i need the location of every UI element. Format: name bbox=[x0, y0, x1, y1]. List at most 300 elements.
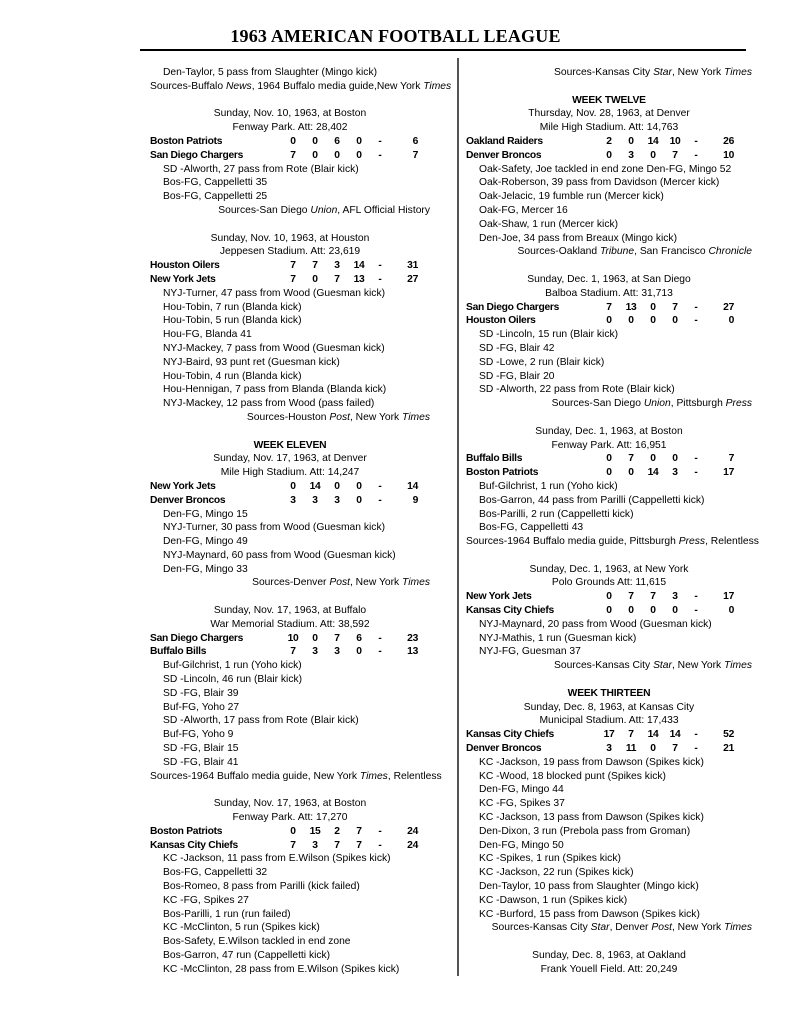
sources-line bbox=[466, 245, 752, 259]
scoring-play: Bos-Parilli, 1 run (run failed) bbox=[163, 908, 291, 920]
quarter-score: 0 bbox=[606, 605, 612, 617]
sources-text: Sources-1964 Buffalo media guide, New York bbox=[150, 770, 360, 782]
scoring-play: Den-FG, Mingo 50 bbox=[479, 839, 564, 851]
scoring-play: Den-FG, Mingo 33 bbox=[163, 563, 248, 575]
final-score: 31 bbox=[407, 260, 418, 272]
final-score: 52 bbox=[723, 729, 734, 741]
quarter-score: 3 bbox=[334, 646, 340, 658]
scoring-play: Bos-Garron, 47 run (Cappelletti kick) bbox=[163, 950, 331, 961]
team-name: Buffalo Bills bbox=[150, 646, 207, 658]
team-name: San Diego Chargers bbox=[150, 149, 244, 161]
game-info: Sunday, Dec. 1, 1963, at San Diego bbox=[527, 273, 691, 285]
publication-name: Times bbox=[724, 922, 752, 934]
scoring-play: KC -Spikes, 1 run (Spikes kick) bbox=[479, 853, 621, 865]
quarter-score: 14 bbox=[647, 467, 659, 479]
publication-name: News bbox=[225, 80, 252, 92]
quarter-score: 0 bbox=[606, 453, 612, 465]
quarter-score: 14 bbox=[647, 135, 659, 147]
sources-text: , Denver bbox=[609, 922, 652, 934]
game-info: Fenway Park. Att: 16,951 bbox=[551, 439, 667, 451]
score-dash: - bbox=[378, 839, 382, 851]
quarter-score: 7 bbox=[334, 273, 340, 285]
scoring-play: Den-FG, Mingo 44 bbox=[479, 784, 564, 796]
scoring-play: SD -FG, Blair 15 bbox=[163, 743, 239, 755]
quarter-score: 0 bbox=[312, 632, 318, 644]
quarter-score: 0 bbox=[606, 149, 612, 161]
quarter-score: 0 bbox=[312, 149, 318, 161]
scoring-play: Oak-Safety, Joe tackled in end zone Den-FG, Mingo 52 bbox=[479, 163, 732, 175]
game-info: Sunday, Nov. 10, 1963, at Boston bbox=[213, 108, 367, 120]
final-score: 0 bbox=[728, 605, 734, 617]
final-score: 14 bbox=[407, 480, 418, 492]
quarter-score: 0 bbox=[628, 315, 634, 327]
quarter-score: 6 bbox=[334, 135, 340, 147]
scoring-play: Buf-FG, Yoho 27 bbox=[163, 701, 240, 713]
scoring-play: Hou-Hennigan, 7 pass from Blanda (Blanda kick) bbox=[163, 384, 387, 396]
quarter-score: 3 bbox=[312, 646, 318, 658]
spacer bbox=[466, 411, 752, 425]
game-info: Sunday, Dec. 8, 1963, at Oakland bbox=[532, 950, 686, 961]
scoring-play: Den-Taylor, 5 pass from Slaughter (Mingo kick) bbox=[163, 67, 378, 78]
scoring-play: NYJ-Turner, 47 pass from Wood (Guesman kick) bbox=[163, 287, 386, 299]
quarter-score: 0 bbox=[606, 591, 612, 603]
publication-name: Star bbox=[653, 660, 672, 672]
score-row bbox=[466, 314, 752, 328]
game-info: Fenway Park. Att: 28,402 bbox=[232, 122, 348, 134]
team-name: Houston Oilers bbox=[466, 315, 536, 327]
quarter-score: 0 bbox=[290, 135, 296, 147]
quarter-score: 11 bbox=[625, 743, 637, 755]
scoring-play: Buf-Gilchrist, 1 run (Yoho kick) bbox=[479, 480, 618, 492]
team-name: New York Jets bbox=[150, 480, 216, 492]
sources-text: , New York bbox=[349, 411, 403, 423]
sources-line bbox=[150, 80, 452, 94]
scoring-play: NYJ-Baird, 93 punt ret (Guesman kick) bbox=[163, 356, 340, 368]
quarter-score: 0 bbox=[356, 149, 362, 161]
quarter-score: 7 bbox=[628, 591, 634, 603]
publication-name: Times bbox=[402, 577, 430, 589]
game-info: Frank Youell Field. Att: 20,249 bbox=[540, 963, 678, 975]
score-row bbox=[466, 301, 752, 315]
score-dash: - bbox=[694, 605, 698, 617]
quarter-score: 0 bbox=[606, 467, 612, 479]
quarter-score: 3 bbox=[606, 743, 612, 755]
scoring-play: SD -FG, Blair 42 bbox=[479, 342, 555, 354]
scoring-play: SD -Lincoln, 15 run (Blair kick) bbox=[479, 329, 619, 341]
sources-text: Sources-Houston bbox=[246, 411, 330, 423]
scoring-play: Oak-Jelacic, 19 fumble run (Mercer kick) bbox=[479, 191, 664, 203]
game-info: Thursday, Nov. 28, 1963, at Denver bbox=[528, 108, 690, 120]
spacer bbox=[150, 425, 430, 439]
quarter-score: 7 bbox=[672, 743, 678, 755]
quarter-score: 0 bbox=[650, 301, 656, 313]
scoring-play: SD -FG, Blair 41 bbox=[163, 756, 239, 768]
quarter-score: 0 bbox=[356, 646, 362, 658]
quarter-score: 0 bbox=[628, 467, 634, 479]
sources-text: , San Francisco bbox=[634, 246, 709, 258]
scoring-play: Buf-Gilchrist, 1 run (Yoho kick) bbox=[163, 660, 302, 672]
score-row bbox=[150, 632, 430, 646]
spacer bbox=[466, 935, 752, 949]
quarter-score: 17 bbox=[603, 729, 615, 741]
quarter-score: 0 bbox=[356, 494, 362, 506]
scoring-play: Hou-Tobin, 4 run (Blanda kick) bbox=[163, 370, 302, 382]
quarter-score: 7 bbox=[356, 839, 362, 851]
game-info: Sunday, Nov. 17, 1963, at Denver bbox=[213, 453, 367, 465]
spacer bbox=[150, 94, 430, 108]
game-info: War Memorial Stadium. Att: 38,592 bbox=[210, 618, 370, 630]
scoring-play: KC -Wood, 18 blocked punt (Spikes kick) bbox=[479, 770, 666, 782]
score-row bbox=[150, 135, 430, 149]
score-dash: - bbox=[378, 135, 382, 147]
sources-text: , New York bbox=[349, 577, 403, 589]
score-dash: - bbox=[694, 467, 698, 479]
scoring-play: Den-FG, Mingo 49 bbox=[163, 536, 248, 548]
score-row bbox=[150, 839, 430, 853]
quarter-score: 0 bbox=[672, 453, 678, 465]
team-name: Buffalo Bills bbox=[466, 453, 523, 465]
sources-text: Sources-Buffalo bbox=[150, 80, 226, 92]
team-name: New York Jets bbox=[150, 273, 216, 285]
sources-text: Sources-Kansas City bbox=[491, 922, 591, 934]
game-info: Balboa Stadium. Att: 31,713 bbox=[545, 287, 673, 299]
quarter-score: 0 bbox=[334, 149, 340, 161]
publication-name: Star bbox=[653, 67, 672, 78]
score-dash: - bbox=[694, 135, 698, 147]
quarter-score: 3 bbox=[334, 494, 340, 506]
quarter-score: 3 bbox=[290, 494, 296, 506]
quarter-score: 0 bbox=[628, 605, 634, 617]
publication-name: Times bbox=[359, 770, 388, 782]
publication-name: Union bbox=[643, 398, 671, 410]
scoring-play: Oak-Roberson, 39 pass from Davidson (Mercer kick) bbox=[479, 177, 720, 189]
scoring-play: Bos-Parilli, 2 run (Cappelletti kick) bbox=[479, 508, 634, 520]
scoring-play: Den-Dixon, 3 run (Prebola pass from Groman) bbox=[479, 825, 691, 837]
sources-line bbox=[466, 535, 759, 549]
quarter-score: 7 bbox=[290, 260, 296, 272]
spacer bbox=[150, 218, 430, 232]
team-name: Kansas City Chiefs bbox=[466, 729, 554, 741]
quarter-score: 7 bbox=[356, 825, 362, 837]
scoring-play: Hou-Tobin, 5 run (Blanda kick) bbox=[163, 315, 302, 327]
sources-line bbox=[150, 576, 430, 590]
scoring-play: NYJ-Maynard, 60 pass from Wood (Guesman kick) bbox=[163, 549, 396, 561]
quarter-score: 7 bbox=[628, 729, 634, 741]
game-info: Sunday, Dec. 1, 1963, at Boston bbox=[535, 425, 683, 437]
quarter-score: 7 bbox=[290, 273, 296, 285]
score-dash: - bbox=[694, 149, 698, 161]
sources-text: Sources-Kansas City bbox=[554, 660, 654, 672]
score-dash: - bbox=[378, 480, 382, 492]
final-score: 26 bbox=[723, 135, 734, 147]
quarter-score: 7 bbox=[672, 301, 678, 313]
scoring-play: KC -McClinton, 28 pass from E.Wilson (Spikes kick) bbox=[163, 963, 400, 975]
team-name: Kansas City Chiefs bbox=[466, 605, 554, 617]
quarter-score: 14 bbox=[669, 729, 681, 741]
team-name: Boston Patriots bbox=[466, 467, 539, 479]
sources-text: , New York bbox=[671, 922, 725, 934]
spacer bbox=[466, 259, 752, 273]
scoring-play: SD -Lincoln, 46 run (Blair kick) bbox=[163, 674, 303, 686]
sources-text: , Relentless bbox=[387, 770, 442, 782]
quarter-score: 0 bbox=[312, 273, 318, 285]
quarter-score: 3 bbox=[672, 467, 678, 479]
team-name: Denver Broncos bbox=[150, 494, 226, 506]
sources-line bbox=[466, 397, 752, 411]
publication-name: Times bbox=[724, 67, 752, 78]
quarter-score: 15 bbox=[309, 825, 321, 837]
scoring-play: SD -FG, Blair 39 bbox=[163, 687, 239, 699]
quarter-score: 7 bbox=[334, 632, 340, 644]
final-score: 13 bbox=[407, 646, 418, 658]
quarter-score: 7 bbox=[628, 453, 634, 465]
sources-line bbox=[466, 659, 752, 673]
scoring-play: NYJ-Maynard, 20 pass from Wood (Guesman kick) bbox=[479, 618, 712, 630]
scoring-play: SD -Lowe, 2 run (Blair kick) bbox=[479, 356, 605, 368]
score-row bbox=[150, 825, 430, 839]
quarter-score: 0 bbox=[290, 825, 296, 837]
quarter-score: 7 bbox=[334, 839, 340, 851]
quarter-score: 0 bbox=[628, 135, 634, 147]
quarter-score: 7 bbox=[312, 260, 318, 272]
scoring-play: KC -Jackson, 19 pass from Dawson (Spikes kick) bbox=[479, 756, 704, 768]
sources-text: Sources-Oakland bbox=[517, 246, 600, 258]
game-info: Sunday, Dec. 1, 1963, at New York bbox=[529, 563, 689, 575]
score-row bbox=[466, 742, 752, 756]
score-dash: - bbox=[378, 494, 382, 506]
scoring-play: Bos-FG, Cappelletti 35 bbox=[163, 177, 268, 189]
sources-text: , Relentless bbox=[705, 536, 759, 548]
spacer bbox=[150, 783, 430, 797]
quarter-score: 0 bbox=[356, 135, 362, 147]
final-score: 24 bbox=[407, 825, 418, 837]
team-name: Kansas City Chiefs bbox=[150, 839, 238, 851]
scoring-play: Bos-Garron, 44 pass from Parilli (Cappelletti kick) bbox=[479, 494, 705, 506]
left-column bbox=[150, 66, 452, 977]
game-info: Sunday, Nov. 17, 1963, at Boston bbox=[213, 798, 367, 810]
sources-line bbox=[150, 204, 430, 218]
spacer bbox=[466, 673, 752, 687]
quarter-score: 0 bbox=[290, 480, 296, 492]
quarter-score: 10 bbox=[287, 632, 299, 644]
sources-text: , New York bbox=[671, 660, 725, 672]
quarter-score: 2 bbox=[606, 135, 612, 147]
scoring-play: Oak-Shaw, 1 run (Mercer kick) bbox=[479, 218, 619, 230]
sources-line bbox=[466, 921, 752, 935]
score-dash: - bbox=[694, 315, 698, 327]
scoring-play: KC -Burford, 15 pass from Dawson (Spikes kick) bbox=[479, 908, 700, 920]
column-divider bbox=[457, 58, 459, 976]
quarter-score: 3 bbox=[672, 591, 678, 603]
sources-line bbox=[150, 770, 442, 784]
quarter-score: 0 bbox=[672, 605, 678, 617]
scoring-play: KC -Jackson, 22 run (Spikes kick) bbox=[479, 867, 634, 879]
scoring-play: Bos-FG, Cappelletti 32 bbox=[163, 867, 268, 879]
scoring-play: Buf-FG, Yoho 9 bbox=[163, 729, 234, 741]
score-dash: - bbox=[378, 260, 382, 272]
final-score: 17 bbox=[723, 591, 734, 603]
spacer bbox=[466, 80, 752, 94]
publication-name: Post bbox=[329, 411, 350, 423]
quarter-score: 0 bbox=[356, 480, 362, 492]
final-score: 0 bbox=[728, 315, 734, 327]
score-dash: - bbox=[378, 149, 382, 161]
score-dash: - bbox=[378, 646, 382, 658]
quarter-score: 7 bbox=[672, 149, 678, 161]
scoring-play: KC -FG, Spikes 27 bbox=[163, 894, 249, 906]
score-dash: - bbox=[378, 273, 382, 285]
score-dash: - bbox=[378, 632, 382, 644]
team-name: Boston Patriots bbox=[150, 135, 223, 147]
scoring-play: Den-FG, Mingo 15 bbox=[163, 508, 248, 520]
team-name: San Diego Chargers bbox=[466, 301, 560, 313]
final-score: 27 bbox=[723, 301, 734, 313]
publication-name: Post bbox=[651, 922, 672, 934]
team-name: Oakland Raiders bbox=[466, 135, 543, 147]
final-score: 9 bbox=[412, 494, 418, 506]
publication-name: Post bbox=[329, 577, 350, 589]
final-score: 17 bbox=[723, 467, 734, 479]
publication-name: Chronicle bbox=[708, 246, 752, 258]
quarter-score: 0 bbox=[672, 315, 678, 327]
score-dash: - bbox=[694, 301, 698, 313]
scoring-play: Den-Taylor, 10 pass from Slaughter (Mingo kick) bbox=[479, 881, 699, 893]
publication-name: Times bbox=[724, 660, 752, 672]
quarter-score: 14 bbox=[647, 729, 659, 741]
publication-name: Times bbox=[402, 411, 430, 423]
game-info: Mile High Stadium. Att: 14,763 bbox=[539, 122, 679, 134]
scoring-play: SD -Alworth, 22 pass from Rote (Blair kick) bbox=[479, 384, 675, 396]
game-info: Municipal Stadium. Att: 17,433 bbox=[539, 715, 679, 727]
sources-text: Sources-San Diego bbox=[218, 204, 311, 216]
quarter-score: 7 bbox=[650, 591, 656, 603]
team-name: New York Jets bbox=[466, 591, 532, 603]
quarter-score: 3 bbox=[628, 149, 634, 161]
quarter-score: 0 bbox=[334, 480, 340, 492]
sources-text: , 1964 Buffalo media guide,New York bbox=[251, 80, 424, 92]
final-score: 23 bbox=[407, 632, 418, 644]
publication-name: Union bbox=[310, 204, 338, 216]
scoring-play: KC -Dawson, 1 run (Spikes kick) bbox=[479, 894, 628, 906]
sources-text: , Pittsburgh bbox=[670, 398, 726, 410]
score-dash: - bbox=[694, 591, 698, 603]
scoring-play: NYJ-Mackey, 7 pass from Wood (Guesman kick) bbox=[163, 342, 385, 354]
sources-line bbox=[150, 411, 430, 425]
scoring-play: SD -Alworth, 17 pass from Rote (Blair kick) bbox=[163, 715, 359, 727]
score-row bbox=[466, 149, 752, 163]
scoring-play: Bos-FG, Cappelletti 25 bbox=[163, 191, 268, 203]
scoring-play: Oak-FG, Mercer 16 bbox=[479, 204, 568, 216]
scoring-play: Hou-Tobin, 7 run (Blanda kick) bbox=[163, 301, 302, 313]
scoring-play: Bos-FG, Cappelletti 43 bbox=[479, 522, 584, 534]
scoring-play: SD -Alworth, 27 pass from Rote (Blair kick) bbox=[163, 163, 359, 175]
quarter-score: 14 bbox=[353, 260, 365, 272]
sources-text: , New York bbox=[671, 67, 725, 78]
final-score: 24 bbox=[407, 839, 418, 851]
quarter-score: 10 bbox=[669, 135, 681, 147]
quarter-score: 3 bbox=[312, 494, 318, 506]
final-score: 6 bbox=[412, 135, 418, 147]
quarter-score: 0 bbox=[650, 453, 656, 465]
quarter-score: 0 bbox=[606, 315, 612, 327]
publication-name: Press bbox=[725, 398, 752, 410]
score-dash: - bbox=[694, 729, 698, 741]
game-info: Sunday, Dec. 8, 1963, at Kansas City bbox=[523, 701, 695, 713]
scoring-play: KC -McClinton, 5 run (Spikes kick) bbox=[163, 922, 320, 934]
team-name: Houston Oilers bbox=[150, 260, 220, 272]
score-dash: - bbox=[694, 453, 698, 465]
page-title: 1963 AMERICAN FOOTBALL LEAGUE bbox=[230, 26, 561, 46]
quarter-score: 7 bbox=[290, 646, 296, 658]
publication-name: Tribune bbox=[599, 246, 635, 258]
quarter-score: 0 bbox=[650, 315, 656, 327]
scoring-play: KC -Jackson, 13 pass from Dawson (Spikes kick) bbox=[479, 812, 704, 824]
week-heading: WEEK TWELVE bbox=[572, 94, 646, 106]
week-heading: WEEK THIRTEEN bbox=[567, 687, 651, 699]
sources-line bbox=[466, 66, 752, 80]
final-score: 7 bbox=[412, 149, 418, 161]
score-row bbox=[466, 466, 752, 480]
spacer bbox=[466, 549, 752, 563]
quarter-score: 14 bbox=[309, 480, 321, 492]
publication-name: Times bbox=[423, 80, 452, 92]
quarter-score: 0 bbox=[650, 743, 656, 755]
quarter-score: 0 bbox=[650, 605, 656, 617]
game-info: Sunday, Nov. 10, 1963, at Houston bbox=[210, 232, 370, 244]
game-info: Jeppesen Stadium. Att: 23,619 bbox=[219, 246, 361, 258]
sources-text: Sources-Denver bbox=[252, 577, 330, 589]
quarter-score: 3 bbox=[334, 260, 340, 272]
final-score: 7 bbox=[728, 453, 734, 465]
quarter-score: 0 bbox=[650, 149, 656, 161]
score-row bbox=[150, 259, 430, 273]
score-row bbox=[466, 590, 752, 604]
score-row bbox=[150, 273, 430, 287]
scoring-play: NYJ-Mathis, 1 run (Guesman kick) bbox=[479, 632, 637, 644]
sources-text: , AFL Official History bbox=[337, 204, 430, 216]
score-dash: - bbox=[378, 825, 382, 837]
game-info: Mile High Stadium. Att: 14,247 bbox=[220, 467, 360, 479]
quarter-score: 7 bbox=[606, 301, 612, 313]
score-row bbox=[466, 728, 752, 742]
team-name: San Diego Chargers bbox=[150, 632, 244, 644]
quarter-score: 7 bbox=[290, 149, 296, 161]
final-score: 21 bbox=[723, 743, 734, 755]
final-score: 27 bbox=[407, 273, 418, 285]
score-row bbox=[150, 645, 430, 659]
scoring-play: Hou-FG, Blanda 41 bbox=[163, 329, 252, 341]
team-name: Boston Patriots bbox=[150, 825, 223, 837]
team-name: Denver Broncos bbox=[466, 743, 542, 755]
game-info: Sunday, Nov. 17, 1963, at Buffalo bbox=[213, 605, 367, 617]
scoring-play: Den-Joe, 34 pass from Breaux (Mingo kick) bbox=[479, 232, 678, 244]
sources-text: Sources-1964 Buffalo media guide, Pittsburgh bbox=[466, 536, 679, 548]
quarter-score: 3 bbox=[312, 839, 318, 851]
quarter-score: 7 bbox=[290, 839, 296, 851]
scoring-play: NYJ-Mackey, 12 pass from Wood (pass failed) bbox=[163, 398, 375, 410]
quarter-score: 6 bbox=[356, 632, 362, 644]
scoring-play: Bos-Romeo, 8 pass from Parilli (kick failed) bbox=[163, 881, 360, 893]
scoring-play: KC -Jackson, 11 pass from E.Wilson (Spikes kick) bbox=[163, 853, 391, 865]
spacer bbox=[150, 590, 430, 604]
publication-name: Press bbox=[678, 536, 706, 548]
game-info: Fenway Park. Att: 17,270 bbox=[232, 812, 348, 824]
scoring-play: NYJ-Turner, 30 pass from Wood (Guesman kick) bbox=[163, 522, 386, 534]
title-rule bbox=[140, 49, 746, 51]
publication-name: Star bbox=[590, 922, 610, 934]
scoring-play: NYJ-FG, Guesman 37 bbox=[479, 646, 581, 658]
score-row bbox=[150, 480, 430, 494]
